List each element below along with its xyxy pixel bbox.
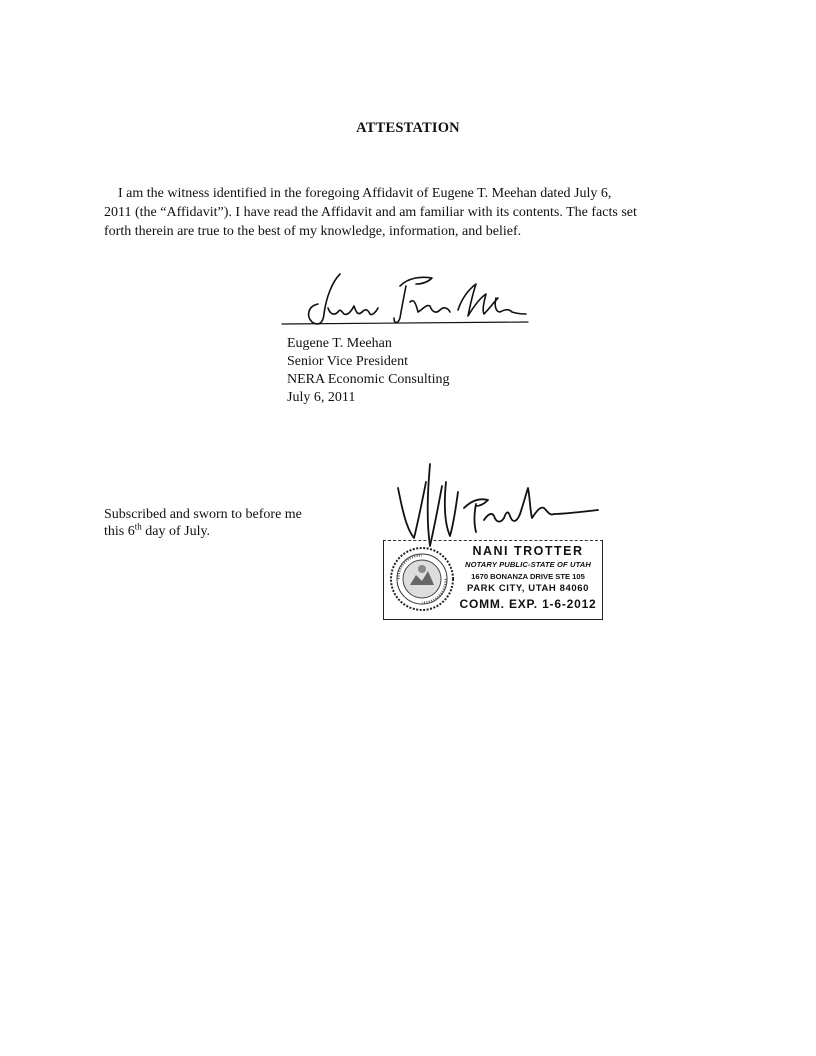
notary-city: PARK CITY, UTAH 84060: [466, 583, 590, 594]
notary-commission-state: NOTARY PUBLIC-STATE OF UTAH: [465, 560, 591, 569]
notary-name: NANI TROTTER: [472, 544, 584, 558]
notary-address: 1670 BONANZA DRIVE STE 105: [471, 572, 585, 581]
signer-signature: [282, 268, 532, 336]
attestation-paragraph: [104, 184, 724, 241]
stamp-text-block: [456, 544, 600, 612]
paragraph-line-3: forth therein are true to the best of my knowledge, information, and belief.: [104, 224, 522, 239]
jurat-line-2: [104, 523, 302, 540]
jurat-line-2-prefix: this 6: [104, 524, 135, 539]
paragraph-line-2: 2011 (the “Affidavit”). I have read the Affidavit and am familiar with its contents. The facts set: [104, 205, 637, 220]
signer-date: July 6, 2011: [287, 390, 356, 405]
signer-name: Eugene T. Meehan: [287, 336, 392, 351]
jurat-line-1: Subscribed and sworn to before me: [104, 507, 302, 522]
notary-seal-icon: [388, 545, 456, 613]
signer-title: Senior Vice President: [287, 354, 408, 369]
jurat-ordinal-suffix: th: [134, 521, 142, 532]
jurat-text: [104, 506, 302, 540]
paragraph-line-1: I am the witness identified in the foregoing Affidavit of Eugene T. Meehan dated July 6,: [118, 186, 612, 201]
signer-company: NERA Economic Consulting: [287, 372, 450, 387]
document-title: ATTESTATION: [356, 120, 460, 136]
jurat-line-2-suffix: day of July.: [141, 524, 211, 539]
signer-block: [287, 335, 450, 407]
notary-expiration: COMM. EXP. 1-6-2012: [459, 597, 597, 611]
notary-stamp: [383, 540, 603, 620]
